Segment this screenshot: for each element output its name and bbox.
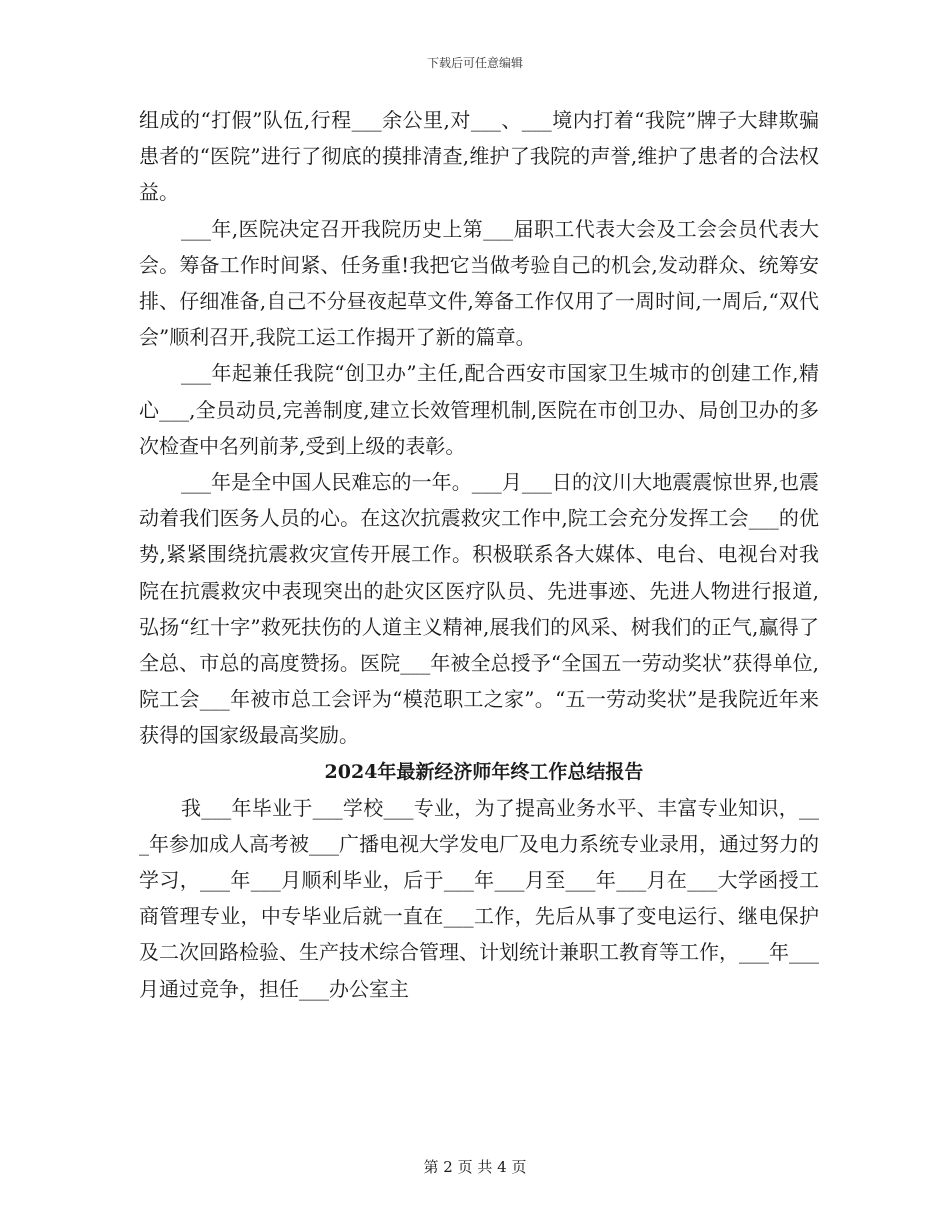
page-footer: 第 2 页 共 4 页: [423, 1158, 527, 1176]
section-paragraph: 我___年毕业于___学校___专业，为了提高业务水平、丰富专业知识，___年参加成人高考被___广播电视大学发电厂及电力系统专业录用，通过努力的学习，___年___月顺利毕业，后于___年___月至___年___月在___大学函授工商管理专业，中专毕业后就一直在___工作，先后从事了变电运行、继电保护及二次回路检验、生产技术综合管理、计划统计兼职工教育等工作，___年___月通过竞争，担任___办公室主: [139, 795, 819, 1001]
page-header: 下载后可任意编辑: [426, 56, 523, 70]
paragraph-1: 组成的“打假”队伍,行程___余公里,对___、___境内打着“我院”牌子大肆欺骗患者的“医院”进行了彻底的摸排清查,维护了我院的声誉,维护了患者的合法权益。: [139, 108, 819, 205]
section-title: 2024年最新经济师年终工作总结报告: [324, 760, 644, 783]
paragraph-2: ___年,医院决定召开我院历史上第___届职工代表大会及工会会员代表大会。筹备工作时间紧、任务重!我把它当做考验自己的机会,发动群众、统筹安排、仔细准备,自己不分昼夜起草文件,筹备工作仅用了一周时间,一周后,“双代会”顺利召开,我院工运工作揭开了新的篇章。: [139, 216, 819, 350]
document-body: [139, 102, 819, 1007]
paragraph-4: ___年是全中国人民难忘的一年。___月___日的汶川大地震震惊世界,也震动着我们医务人员的心。在这次抗震救灾工作中,院工会充分发挥工会___的优势,紧紧围绕抗震救灾宣传开展工作。积极联系各大媒体、电台、电视台对我院在抗震救灾中表现突出的赴灾区医疗队员、先进事迹、先进人物进行报道,弘扬“红十字”救死扶伤的人道主义精神,展我们的风采、树我们的正气,赢得了全总、市总的高度赞扬。医院___年被全总授予“全国五一劳动奖状”获得单位,院工会___年被市总工会评为“模范职工之家”。“五一劳动奖状”是我院近年来获得的国家级最高奖励。: [139, 470, 819, 748]
paragraph-3: ___年起兼任我院“创卫办”主任,配合西安市国家卫生城市的创建工作,精心___,全员动员,完善制度,建立长效管理机制,医院在市创卫办、局创卫办的多次检查中名列前茅,受到上级的表彰。: [139, 361, 819, 458]
